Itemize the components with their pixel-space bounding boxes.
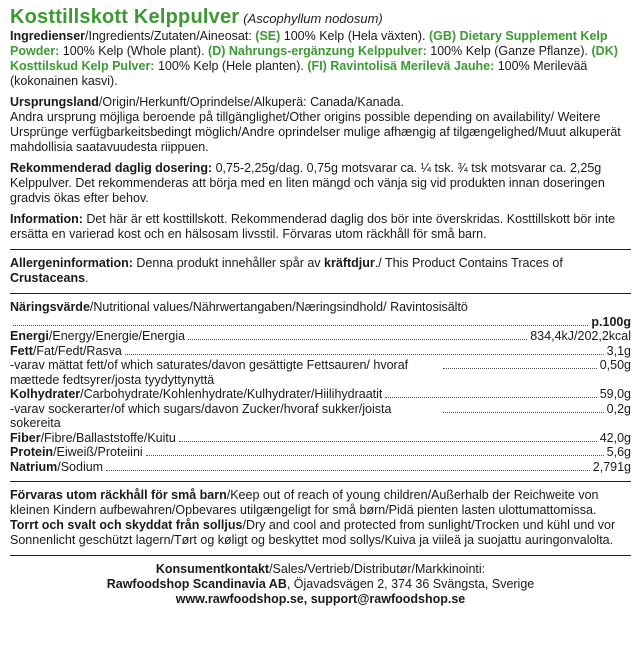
divider (10, 481, 631, 482)
d-text: 100% Kelp (Ganze Pflanze). (430, 44, 589, 58)
contact-section (10, 562, 631, 607)
nutrient-name: Protein (10, 445, 54, 459)
nutrition-row-label (10, 431, 176, 446)
nutrition-label-rest: /Nutritional values/Nährwertangaben/Næringsindhold/ Ravintosisältö (89, 300, 468, 314)
nutrition-row-label (10, 402, 440, 431)
nutrition-row (10, 431, 631, 446)
nutrient-translations: /Sodium (57, 459, 104, 474)
storage-label2: Torrt och svalt och skyddat från solljus (10, 518, 243, 532)
nutrient-value: 834,4kJ/202,2kcal (530, 329, 631, 343)
nutrient-name: Kolhydrater (10, 387, 81, 401)
nutrient-translations: -varav sockerarter/of which sugars/davon Zucker/hvoraf sukker/joista sokereita (10, 401, 392, 430)
nutrient-value: 59,0g (599, 387, 631, 401)
allergen-bold2: Crustaceans (10, 271, 86, 285)
latin-name: (Ascophyllum nodosum) (243, 11, 383, 26)
nutrition-row (10, 460, 631, 475)
storage-text1: /Keep out of reach of young children/Außerhalb der Reichweite von kleinen Kindern aufbewahren/Opbevares utilgængeligt for små børn/Pidä pienten lasten ulottumattomissa. (10, 488, 599, 517)
divider (10, 293, 631, 294)
nutrition-per-row (10, 315, 631, 330)
nutrition-heading (10, 300, 631, 315)
title-row (10, 6, 631, 29)
divider (10, 555, 631, 556)
allergen-section (10, 256, 631, 286)
nutrition-table (10, 300, 631, 474)
gb-tag: (GB) Dietary Supplement Kelp Powder: (10, 29, 608, 58)
ingredients-label: Ingredienser (10, 29, 86, 43)
fi-text: 100% Merilevää (kokonainen kasvi). (10, 59, 588, 88)
fi-tag: (FI) Ravintolisä Merilevä Jauhe: (307, 59, 495, 73)
nutrient-translations: /Fibre/Ballaststoffe/Kuitu (40, 430, 176, 445)
nutrient-translations: /Fat/Fedt/Rasva (32, 343, 122, 358)
nutrient-value: 0,2g (606, 401, 631, 416)
ingredients-label-rest: /Ingredients/Zutaten/Aineosat: (85, 29, 252, 43)
nutrient-value: 0,50g (599, 358, 631, 372)
storage-text2: /Dry and cool and protected from sunlight/Trocken und kühl und vor Sonnenlicht geschützt lagern/Tørt og køligt og beskyttet mod sollys/Kuiva ja viileä ja suojattu auringonvalolta. (10, 518, 616, 547)
nutrient-value: 2,791g (592, 459, 631, 474)
se-tag: (SE) (255, 29, 281, 43)
nutrient-translations: /Eiweiß/Proteiini (53, 445, 143, 459)
allergen-label: Allergeninformation: (10, 256, 133, 270)
nutrient-name: Fett (10, 343, 33, 358)
nutrition-row-label (10, 344, 122, 359)
nutrient-value: 3,1g (606, 343, 631, 358)
information-section (10, 212, 631, 242)
per-100g-label: p.100g (591, 314, 631, 329)
nutrition-row (10, 329, 631, 344)
storage-label1: Förvaras utom räckhåll för små barn (10, 488, 227, 502)
nutrition-row-label (10, 460, 103, 475)
d-tag: (D) Nahrungs-ergänzung Kelppulver: (208, 44, 427, 58)
company-address: , Öjavadsvägen 2, 374 36 Svängsta, Sverige (286, 577, 535, 591)
nutrient-translations: /Energy/Energie/Energia (48, 329, 186, 343)
nutrient-value: 42,0g (599, 430, 631, 445)
se-text: 100% Kelp (Hela växten). (283, 29, 426, 43)
dk-tag: (DK) Kosttilskud Kelp Pulver: (10, 44, 618, 73)
nutrition-row-label (10, 329, 185, 344)
company-name: Rawfoodshop Scandinavia AB (106, 577, 287, 591)
allergen-text2: ./ This Product Contains Traces of (374, 256, 563, 270)
nutrient-name: Natrium (10, 459, 58, 474)
nutrition-row (10, 387, 631, 402)
dosage-section (10, 161, 631, 206)
origin-label: Ursprungsland (10, 95, 99, 109)
dk-text: 100% Kelp (Hele planten). (157, 59, 304, 73)
nutrient-translations: /Carbohydrate/Kohlenhydrate/Kulhydrater/Hiilihydraatit (80, 387, 383, 401)
nutrient-name: Fiber (10, 430, 41, 445)
allergen-text3: . (85, 271, 89, 285)
divider (10, 249, 631, 250)
dosage-text: 0,75-2,25g/dag. 0,75g motsvarar ca. ¼ tsk. ¾ tsk motsvarar ca. 2,25g Kelppulver. Det rekommenderas att börja med en liten mängd och vänja sig vid produkten innan doseringen gradvis ökas efter behov. (10, 161, 605, 205)
nutrient-translations: -varav mättat fett/of which saturates/davon gesättigte Fettsauren/ hvoraf mættede fedtsyrer/josta tyydyttynyttä (10, 358, 409, 387)
allergen-text1: Denna produkt innehåller spår av (136, 256, 321, 270)
contact-web[interactable]: www.rawfoodshop.se, support@rawfoodshop.se (175, 592, 466, 606)
gb-text: 100% Kelp (Whole plant). (62, 44, 205, 58)
contact-label: Konsumentkontakt (155, 562, 270, 576)
nutrition-row (10, 344, 631, 359)
nutrition-row-label (10, 387, 382, 402)
nutrition-row (10, 445, 631, 460)
origin-more: Andra ursprung möjliga beroende på tillgänglighet/Other origins possible depending on availability/ Weitere Ursprünge verfügbarkeitsbedingt möglich/Andre oprindelser mulige afhængig af tilgængelighed/Muut alkuperät mahdollisia saatavuudesta riippuen. (10, 110, 621, 154)
allergen-bold1: kräftdjur (324, 256, 375, 270)
dosage-label: Rekommenderad daglig dosering: (10, 161, 213, 175)
contact-label-rest: /Sales/Vertrieb/Distributør/Markkinointi: (269, 562, 486, 576)
nutrition-rows (10, 329, 631, 474)
origin-section (10, 95, 631, 155)
nutrition-row (10, 358, 631, 387)
nutrition-label: Näringsvärde (10, 300, 90, 314)
information-text: Det här är ett kosttillskott. Rekommenderad daglig dos bör inte överskridas. Kosttillskott bör inte ersätta en varierad kost och en hälsosam livsstil. Förvaras utom räckhåll för små barn. (10, 212, 616, 241)
nutrition-row (10, 402, 631, 431)
nutrition-row-label (10, 445, 143, 460)
nutrient-name: Energi (10, 329, 49, 343)
storage-section (10, 488, 631, 548)
nutrition-row-label (10, 358, 440, 387)
product-title: Kosttillskott Kelppulver (10, 6, 240, 28)
nutrient-value: 5,6g (606, 445, 631, 459)
information-label: Information: (10, 212, 83, 226)
ingredients-section (10, 29, 631, 89)
origin-text: /Origin/Herkunft/Oprindelse/Alkuperä: Canada/Kanada. (98, 95, 404, 109)
